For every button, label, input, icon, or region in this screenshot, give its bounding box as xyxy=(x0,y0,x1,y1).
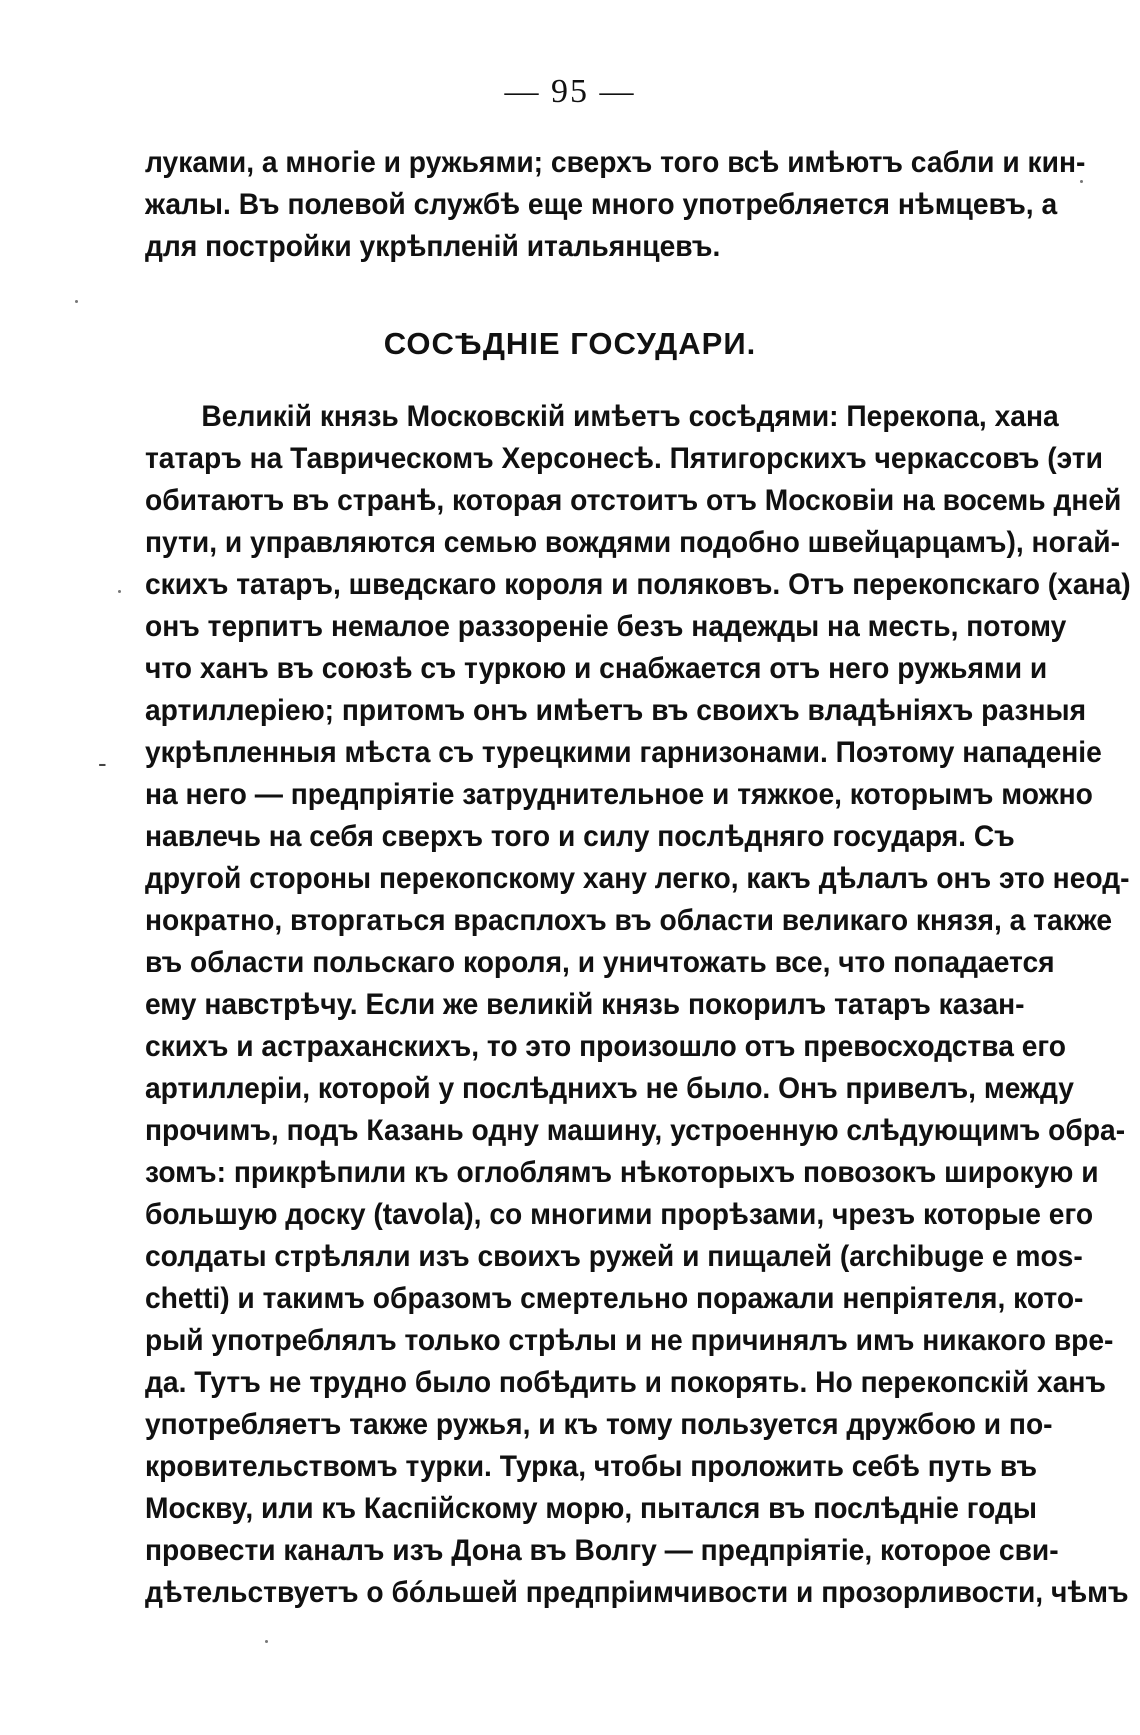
section-heading: СОСѢДНІЕ ГОСУДАРИ. xyxy=(383,326,757,361)
text-line: татаръ на Таврическомъ Херсонесѣ. Пятигорскихъ черкассовъ (эти xyxy=(145,442,1103,475)
text-line: зомъ: прикрѣпили къ оглоблямъ нѣкоторыхъ повозокъ широкую и xyxy=(145,1156,1099,1189)
text-line: chetti) и такимъ образомъ смертельно поражали непріятеля, кото- xyxy=(145,1282,1084,1315)
paper-speck xyxy=(75,300,78,303)
text-line: что ханъ въ союзѣ съ туркою и снабжается отъ него ружьями и xyxy=(145,652,1048,685)
text-line: дѣтельствуетъ о бóльшей предпріимчивости и прозорливости, чѣмъ xyxy=(145,1576,1129,1609)
text-line: Москву, или къ Каспійскому морю, пытался въ послѣдніе годы xyxy=(145,1492,1038,1525)
first-paragraph xyxy=(145,142,1086,268)
text-line: навлечь на себя сверхъ того и силу послѣдняго государя. Съ xyxy=(145,820,1015,853)
text-line: артиллеріи, которой у послѣднихъ не было. Онъ привелъ, между xyxy=(145,1072,1074,1105)
text-line: большую доску (tavola), со многими прорѣзами, чрезъ которые его xyxy=(145,1198,1094,1231)
text-line: на него — предпріятіе затруднительное и тяжкое, которымъ можно xyxy=(145,778,1093,811)
paper-speck xyxy=(265,1640,268,1643)
page-number: — 95 — xyxy=(504,73,636,110)
text-line: кровительствомъ турки. Турка, чтобы проложить себѣ путь въ xyxy=(145,1450,1038,1483)
text-line: провести каналъ изъ Дона въ Волгу — предпріятіе, которое сви- xyxy=(145,1534,1059,1567)
text-line: въ области польскаго короля, и уничтожать все, что попадается xyxy=(145,946,1055,979)
text-line: скихъ и астраханскихъ, то это произошло отъ превосходства его xyxy=(145,1030,1067,1063)
text-line: онъ терпитъ немалое раззореніе безъ надежды на месть, потому xyxy=(145,610,1067,643)
text-line: другой стороны перекопскому хану легко, какъ дѣлалъ онъ это неод- xyxy=(145,862,1130,895)
text-line: луками, а многіе и ружьями; сверхъ того всѣ имѣютъ сабли и кин- xyxy=(145,146,1086,179)
text-line: рый употреблялъ только стрѣлы и не причинялъ имъ никакого вре- xyxy=(145,1324,1114,1357)
text-line: употребляетъ также ружья, и къ тому пользуется дружбою и по- xyxy=(145,1408,1053,1441)
text-line: ему навстрѣчу. Если же великій князь покорилъ татаръ казан- xyxy=(145,988,1025,1021)
paper-speck xyxy=(118,590,121,593)
text-line: обитаютъ въ странѣ, которая отстоитъ отъ Московіи на восемь дней xyxy=(145,484,1122,517)
text-line: Великій князь Московскій имѣетъ сосѣдями: Перекопа, хана xyxy=(201,400,1059,433)
main-paragraph xyxy=(145,396,1131,1614)
paper-speck xyxy=(1080,180,1083,183)
margin-mark: - xyxy=(98,748,107,778)
text-line: скихъ татаръ, шведскаго короля и поляковъ. Отъ перекопскаго (хана) xyxy=(145,568,1131,601)
text-line: артиллеріею; притомъ онъ имѣетъ въ своихъ владѣніяхъ разныя xyxy=(145,694,1087,727)
text-line: да. Тутъ не трудно было побѣдить и покорять. Но перекопскій ханъ xyxy=(145,1366,1106,1399)
text-line: прочимъ, подъ Казань одну машину, устроенную слѣдующимъ обра- xyxy=(145,1114,1126,1147)
text-line: жалы. Въ полевой службѣ еще много употребляется нѣмцевъ, а xyxy=(145,188,1058,221)
text-line: укрѣпленныя мѣста съ турецкими гарнизонами. Поэтому нападеніе xyxy=(145,736,1102,769)
text-line: для постройки укрѣпленій итальянцевъ. xyxy=(145,230,721,263)
text-line: солдаты стрѣляли изъ своихъ ружей и пищалей (archibuge e mos- xyxy=(145,1240,1083,1273)
text-line: нократно, вторгаться врасплохъ въ области великаго князя, а также xyxy=(145,904,1113,937)
text-line: пути, и управляются семью вождями подобно швейцарцамъ), ногай- xyxy=(145,526,1120,559)
